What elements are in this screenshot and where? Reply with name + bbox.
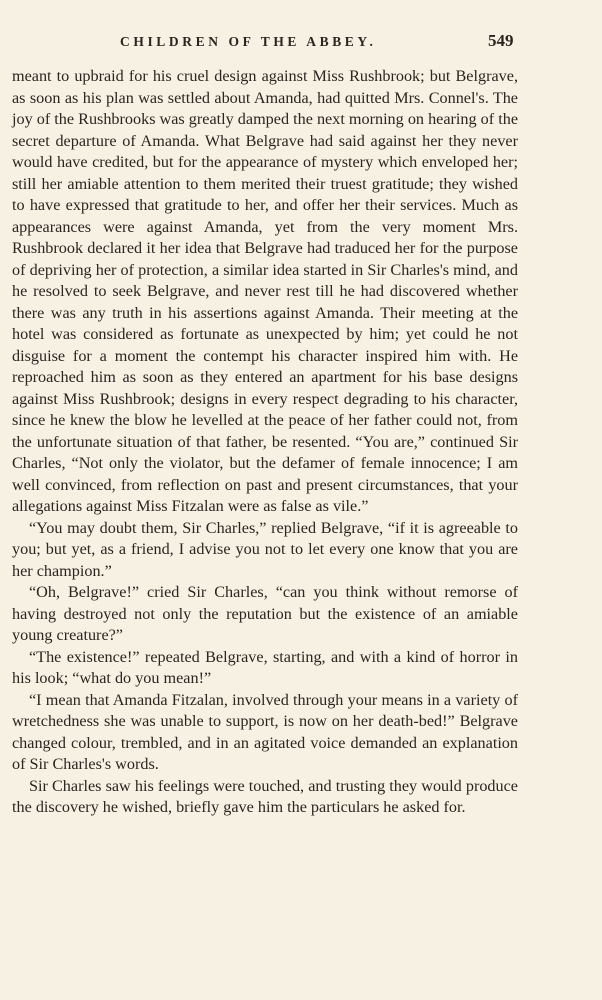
page-number: 549 xyxy=(488,31,514,50)
paragraph: “Oh, Belgrave!” cried Sir Charles, “can you think without remorse of having destroyed not only the reputation but the existence of an amiable young creature?” xyxy=(12,583,518,644)
paragraph: “I mean that Amanda Fitzalan, involved through your means in a variety of wretchedness she was unable to support, is now on her death-bed!” Belgrave changed colour, trembled, and in an agitated voice demanded an explanation of Sir Charles's words. xyxy=(12,690,518,773)
running-title: CHILDREN OF THE ABBEY. xyxy=(120,34,377,49)
paragraph: “You may doubt them, Sir Charles,” replied Belgrave, “if it is agreeable to you; but yet, as a friend, I advise you not to let every one know that you are her champion.” xyxy=(12,518,518,580)
paragraph: Sir Charles saw his feelings were touched, and trusting they would produce the discovery he wished, briefly gave him the particulars he asked for. xyxy=(12,776,518,816)
page-header xyxy=(0,30,602,56)
body-text xyxy=(12,66,518,819)
paragraph: meant to upbraid for his cruel design against Miss Rushbrook; but Belgrave, as soon as his plan was settled about Amanda, had quitted Mrs. Connel's. The joy of the Rushbrooks was greatly damped the next morning on hearing of the secret departure of Amanda. What Belgrave had said against her they never would have credited, but for the appearance of mystery which enveloped her; still her amiable attention to them merited their truest gratitude; they wished to have expressed that gratitude to her, and offer her their services. Much as appearances were against Amanda, yet from the very moment Mrs. Rushbrook declared it her idea that Belgrave had traduced her for the purpose of depriving her of protection, a similar idea started in Sir Charles's mind, and he resolved to seek Belgrave, and never rest till he had discovered whether there was any truth in his assertions against Amanda. Their meeting at the hotel was considered as fortunate as unexpected by him; yet could he not disguise for a moment the contempt his character inspired him with. He reproached him as soon as they entered an apartment for his base designs against Miss Rushbrook; designs in every respect degrading to his character, since he knew the blow he levelled at the peace of her father could not, from the unfortunate situation of that father, be resented. “You are,” continued Sir Charles, “Not only the violator, but the defamer of female innocence; I am well convinced, from reflection on past and present circumstances, that your allegations against Miss Fitzalan were as false as vile.” xyxy=(12,67,518,515)
paragraph: “The existence!” repeated Belgrave, starting, and with a kind of horror in his look; “what do you mean!” xyxy=(12,647,518,687)
